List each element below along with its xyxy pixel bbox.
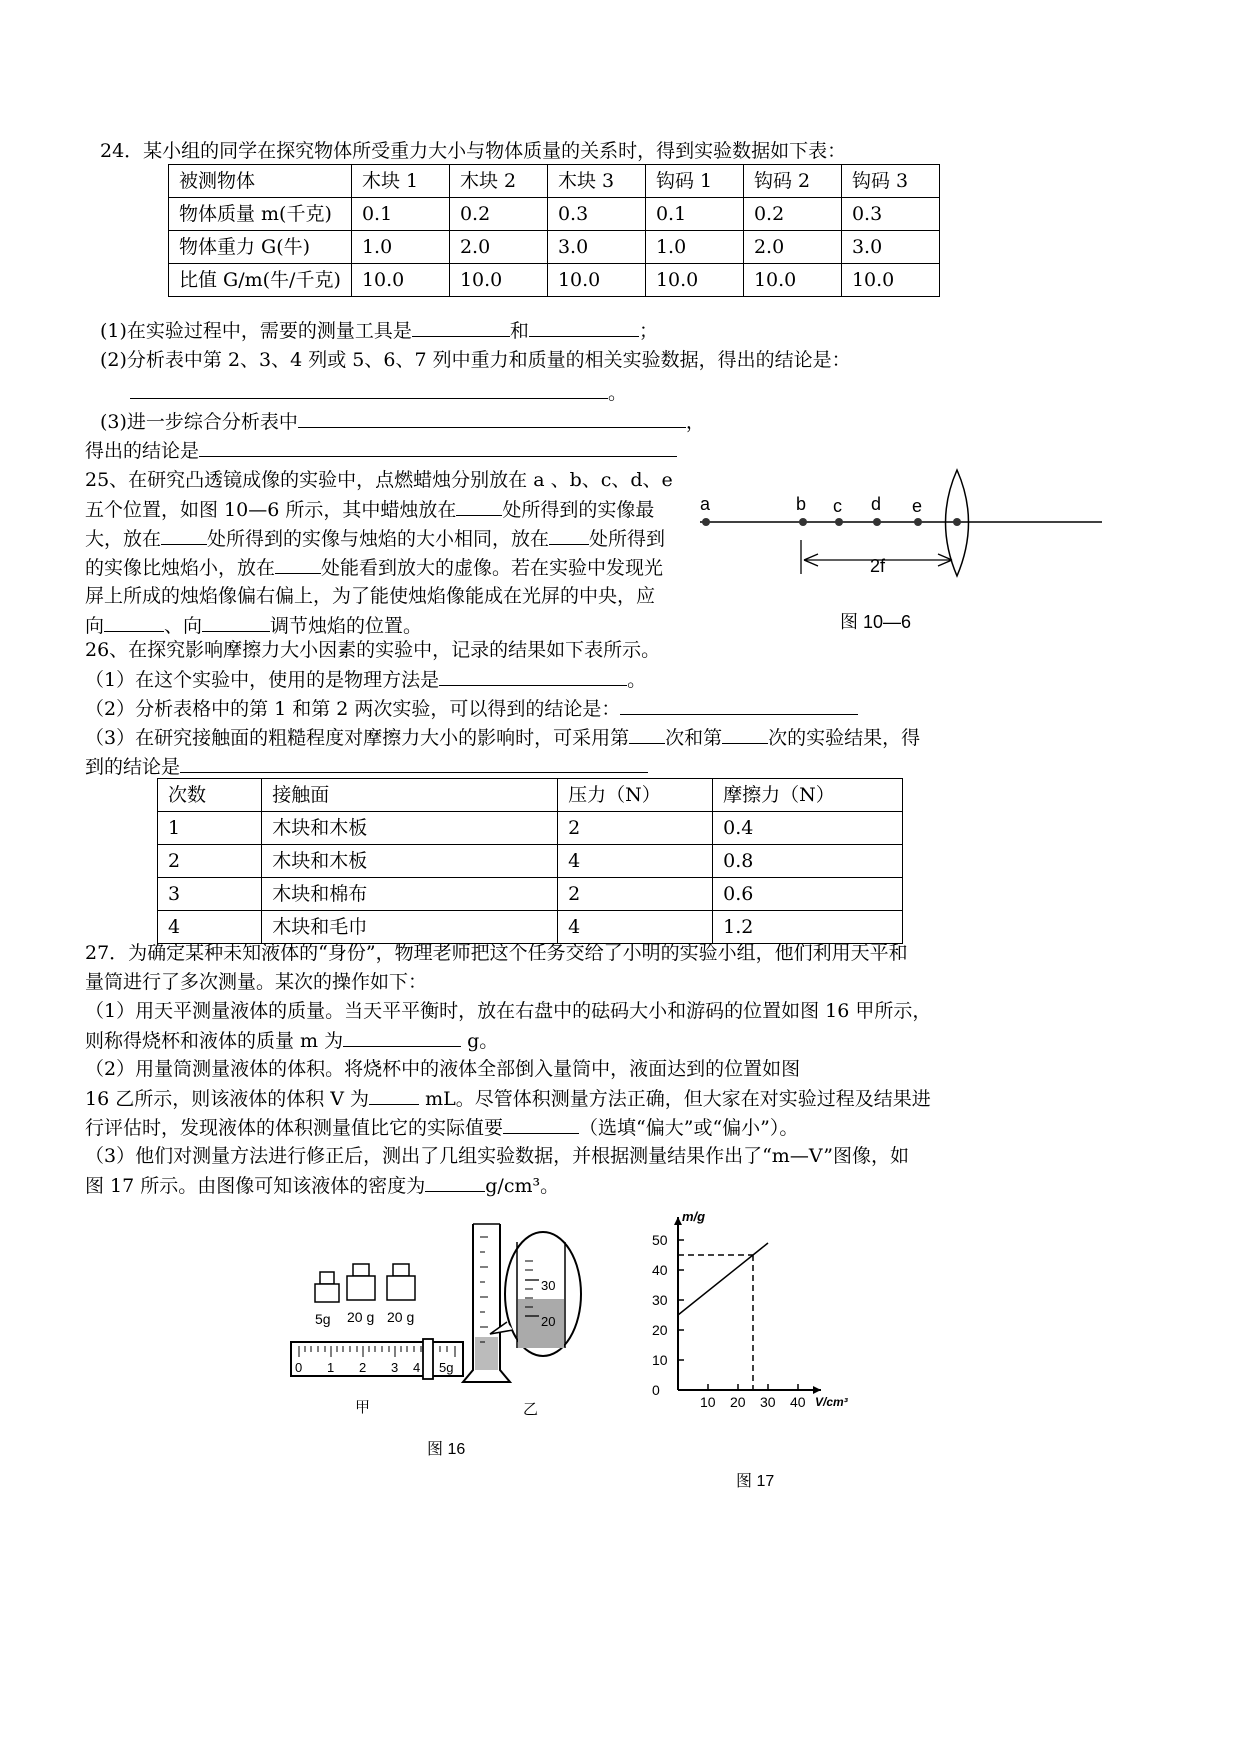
table-cell: 10.0: [743, 264, 841, 297]
table-cell: 2: [558, 812, 713, 845]
y-tick-label: 20: [652, 1322, 668, 1338]
table-header-row: [169, 165, 940, 198]
table-cell: 0.6: [713, 878, 903, 911]
table-cell: 被测物体: [169, 165, 352, 198]
answer-blank[interactable]: [620, 694, 858, 715]
weight-5g: [315, 1272, 339, 1302]
table-cell: 2.0: [449, 231, 547, 264]
table-cell: 木块和木板: [262, 812, 558, 845]
balance-beam-ruler: [291, 1339, 463, 1379]
table-cell: 1.2: [713, 911, 903, 944]
q25-line2: 五个位置，如图 10—6 所示，其中蜡烛放在 处所得到的实像最: [85, 495, 654, 524]
q26-intro: 26、在探究影响摩擦力大小因素的实验中，记录的结果如下表所示。: [85, 639, 661, 661]
table-cell: 木块和毛巾: [262, 911, 558, 944]
x-tick-label: 40: [790, 1394, 806, 1410]
weight-20g-1: [347, 1264, 375, 1300]
magnified-view: [490, 1232, 581, 1356]
q27-line8: （3）他们对测量方法进行修正后，测出了几组实验数据，并根据测量结果作出了“m—V”图像，如: [85, 1145, 909, 1167]
q24-part3-conclusion: 得出的结论是: [85, 436, 677, 465]
q24-part2: (2)分析表中第 2、3、4 列或 5、6、7 列中重力和质量的相关实验数据，得出的结论是：: [100, 349, 851, 371]
cylinder-mark: 30: [541, 1278, 556, 1293]
q26-part3: （3）在研究接触面的粗糙程度对摩擦力大小的影响时，可采用第 次和第 次的实验结果，得: [85, 723, 920, 752]
y-tick-label: 30: [652, 1292, 668, 1308]
lens-diagram: [690, 468, 1110, 648]
label-yi: 乙: [523, 1401, 539, 1418]
cylinder-mark: 20: [541, 1314, 556, 1329]
answer-blank[interactable]: [161, 524, 207, 545]
table-row: [158, 812, 903, 845]
table-cell: 钩码 2: [743, 165, 841, 198]
table-cell: 0.4: [713, 812, 903, 845]
q25-line5: 屏上所成的烛焰像偏右偏上，为了能使烛焰像能成在光屏的中央，应: [85, 585, 656, 607]
table-cell: 压力（N）: [558, 779, 713, 812]
table-cell: 木块 3: [547, 165, 645, 198]
point-b: [799, 518, 807, 526]
figure-16: [285, 1222, 615, 1457]
friction-table: [157, 778, 903, 944]
q25-line4: 的实像比烛焰小，放在 处能看到放大的虚像。若在实验中发现光: [85, 553, 663, 582]
answer-blank[interactable]: [529, 316, 639, 337]
table-cell: 接触面: [262, 779, 558, 812]
table-cell: 0.8: [713, 845, 903, 878]
y-tick-label: 0: [652, 1382, 660, 1398]
weight-label: 20 g: [387, 1309, 415, 1325]
table-row: [169, 198, 940, 231]
table-cell: 摩擦力（N）: [713, 779, 903, 812]
answer-blank[interactable]: [439, 665, 627, 686]
q26-part3-conclusion: 到的结论是: [85, 752, 648, 781]
table-cell: 0.2: [743, 198, 841, 231]
q24-part3: (3)进一步综合分析表中 ，: [100, 407, 705, 436]
q25-line6: 向 、向 调节烛焰的位置。: [85, 611, 422, 640]
lens-center: [953, 518, 961, 526]
table-cell: 2: [558, 878, 713, 911]
table-cell: 0.1: [351, 198, 449, 231]
q25-line3: 大，放在 处所得到的实像与烛焰的大小相同，放在 处所得到: [85, 524, 665, 553]
table-header-row: [158, 779, 903, 812]
table-cell: 10.0: [351, 264, 449, 297]
table-cell: 0.2: [449, 198, 547, 231]
figure-caption: 图 16: [427, 1441, 466, 1457]
answer-blank[interactable]: [369, 1084, 419, 1105]
point-d: [873, 518, 881, 526]
q25-line1: 25、在研究凸透镜成像的实验中，点燃蜡烛分别放在 a 、b、c、d、e: [85, 469, 673, 491]
weight-label: 5g: [315, 1311, 331, 1327]
table-cell: 0.3: [547, 198, 645, 231]
q27-line3: （1）用天平测量液体的质量。当天平平衡时，放在右盘中的砝码大小和游码的位置如图 16 甲所示，: [85, 1000, 932, 1022]
distance-label: 2f: [870, 556, 886, 576]
answer-blank[interactable]: [549, 524, 589, 545]
table-cell: 1: [158, 812, 262, 845]
ruler-tick-label: 0: [295, 1360, 303, 1375]
answer-blank[interactable]: [722, 723, 768, 744]
table-cell: 1.0: [645, 231, 743, 264]
q27-line6: 16 乙所示，则该液体的体积 V 为 mL。尽管体积测量方法正确，但大家在对实验过程及结果进: [85, 1084, 931, 1113]
point-label-b: b: [796, 494, 807, 514]
q27-line1: 27．为确定某种未知液体的“身份”，物理老师把这个任务交给了小明的实验小组，他们利用天平和: [85, 942, 908, 964]
table-cell: 比值 G/m(牛/千克): [169, 264, 352, 297]
point-label-c: c: [833, 496, 842, 516]
q26-part2: （2）分析表格中的第 1 和第 2 两次实验，可以得到的结论是：: [85, 694, 858, 723]
table-cell: 木块和木板: [262, 845, 558, 878]
q24-part1: (1)在实验过程中，需要的测量工具是 和 ；: [100, 316, 658, 345]
table-cell: 木块 2: [449, 165, 547, 198]
answer-blank[interactable]: [343, 1026, 461, 1047]
q27-line9: 图 17 所示。由图像可知该液体的密度为 g/cm³。: [85, 1171, 559, 1200]
series-line: [678, 1243, 768, 1315]
x-axis-label: V/cm³: [815, 1395, 848, 1409]
x-tick-label: 10: [700, 1394, 716, 1410]
table-cell: 10.0: [645, 264, 743, 297]
table-row: [158, 845, 903, 878]
table-cell: 物体质量 m(千克): [169, 198, 352, 231]
ruler-tick-label: 1: [327, 1360, 335, 1375]
table-cell: 钩码 3: [841, 165, 939, 198]
gravity-mass-table: [168, 164, 940, 297]
point-a: [702, 518, 710, 526]
x-tick-label: 30: [760, 1394, 776, 1410]
point-e: [914, 518, 922, 526]
table-cell: 1.0: [351, 231, 449, 264]
table-cell: 2: [158, 845, 262, 878]
table-row: [169, 264, 940, 297]
answer-blank[interactable]: [180, 752, 648, 773]
q27-line5: （2）用量筒测量液体的体积。将烧杯中的液体全部倒入量筒中，液面达到的位置如图: [85, 1058, 801, 1080]
answer-blank[interactable]: [456, 495, 502, 516]
table-cell: 2.0: [743, 231, 841, 264]
q24-intro: 24．某小组的同学在探究物体所受重力大小与物体质量的关系时，得到实验数据如下表：: [100, 140, 847, 162]
ruler-tick-label: 2: [359, 1360, 367, 1375]
q24-part2-answer: 。: [130, 378, 627, 407]
y-tick-label: 50: [652, 1232, 668, 1248]
y-tick-label: 40: [652, 1262, 668, 1278]
rider: [423, 1339, 433, 1379]
table-cell: 10.0: [841, 264, 939, 297]
ruler-tick-label: 3: [391, 1360, 399, 1375]
answer-blank[interactable]: [412, 316, 510, 337]
table-cell: 物体重力 G(牛): [169, 231, 352, 264]
q27-line7: 行评估时，发现液体的体积测量值比它的实际值要 （选填“偏大”或“偏小”）。: [85, 1113, 798, 1142]
table-cell: 10.0: [449, 264, 547, 297]
point-label-d: d: [871, 494, 882, 514]
x-axis-arrow: [813, 1386, 821, 1394]
answer-blank[interactable]: [130, 378, 608, 399]
table-cell: 3.0: [547, 231, 645, 264]
q27-line2: 量筒进行了多次测量。某次的操作如下：: [85, 971, 428, 993]
figure-17: [640, 1198, 880, 1488]
figure-caption: 图 17: [736, 1473, 775, 1488]
q26-part1: （1）在这个实验中，使用的是物理方法是 。: [85, 665, 646, 694]
table-cell: 0.1: [645, 198, 743, 231]
table-row: [169, 231, 940, 264]
table-cell: 木块 1: [351, 165, 449, 198]
y-axis-label: m/g: [682, 1209, 706, 1224]
weight-20g-2: [387, 1264, 415, 1300]
weight-label: 20 g: [347, 1309, 375, 1325]
table-cell: 次数: [158, 779, 262, 812]
answer-blank[interactable]: [199, 436, 677, 457]
answer-blank[interactable]: [425, 1171, 485, 1192]
answer-blank[interactable]: [503, 1113, 579, 1134]
table-cell: 4: [558, 911, 713, 944]
x-tick-label: 20: [730, 1394, 746, 1410]
point-label-a: a: [700, 494, 711, 514]
table-cell: 3.0: [841, 231, 939, 264]
figure-caption: 图 10—6: [840, 612, 912, 632]
table-cell: 10.0: [547, 264, 645, 297]
label-jia: 甲: [355, 1399, 371, 1416]
ruler-tick-label: 5g: [439, 1360, 454, 1375]
table-cell: 0.3: [841, 198, 939, 231]
table-row: [158, 878, 903, 911]
graduated-cylinder: [463, 1224, 510, 1382]
answer-blank[interactable]: [629, 723, 665, 744]
answer-blank[interactable]: [104, 611, 164, 632]
answer-blank[interactable]: [275, 553, 321, 574]
table-cell: 3: [158, 878, 262, 911]
table-cell: 4: [558, 845, 713, 878]
point-c: [835, 518, 843, 526]
ruler-tick-label: 4: [413, 1360, 421, 1375]
y-axis-arrow: [674, 1217, 682, 1225]
answer-blank[interactable]: [298, 407, 686, 428]
answer-blank[interactable]: [202, 611, 270, 632]
y-tick-label: 10: [652, 1352, 668, 1368]
table-cell: 4: [158, 911, 262, 944]
table-cell: 钩码 1: [645, 165, 743, 198]
q27-line4: 则称得烧杯和液体的质量 m 为 g。: [85, 1026, 498, 1055]
point-label-e: e: [912, 496, 923, 516]
table-cell: 木块和棉布: [262, 878, 558, 911]
